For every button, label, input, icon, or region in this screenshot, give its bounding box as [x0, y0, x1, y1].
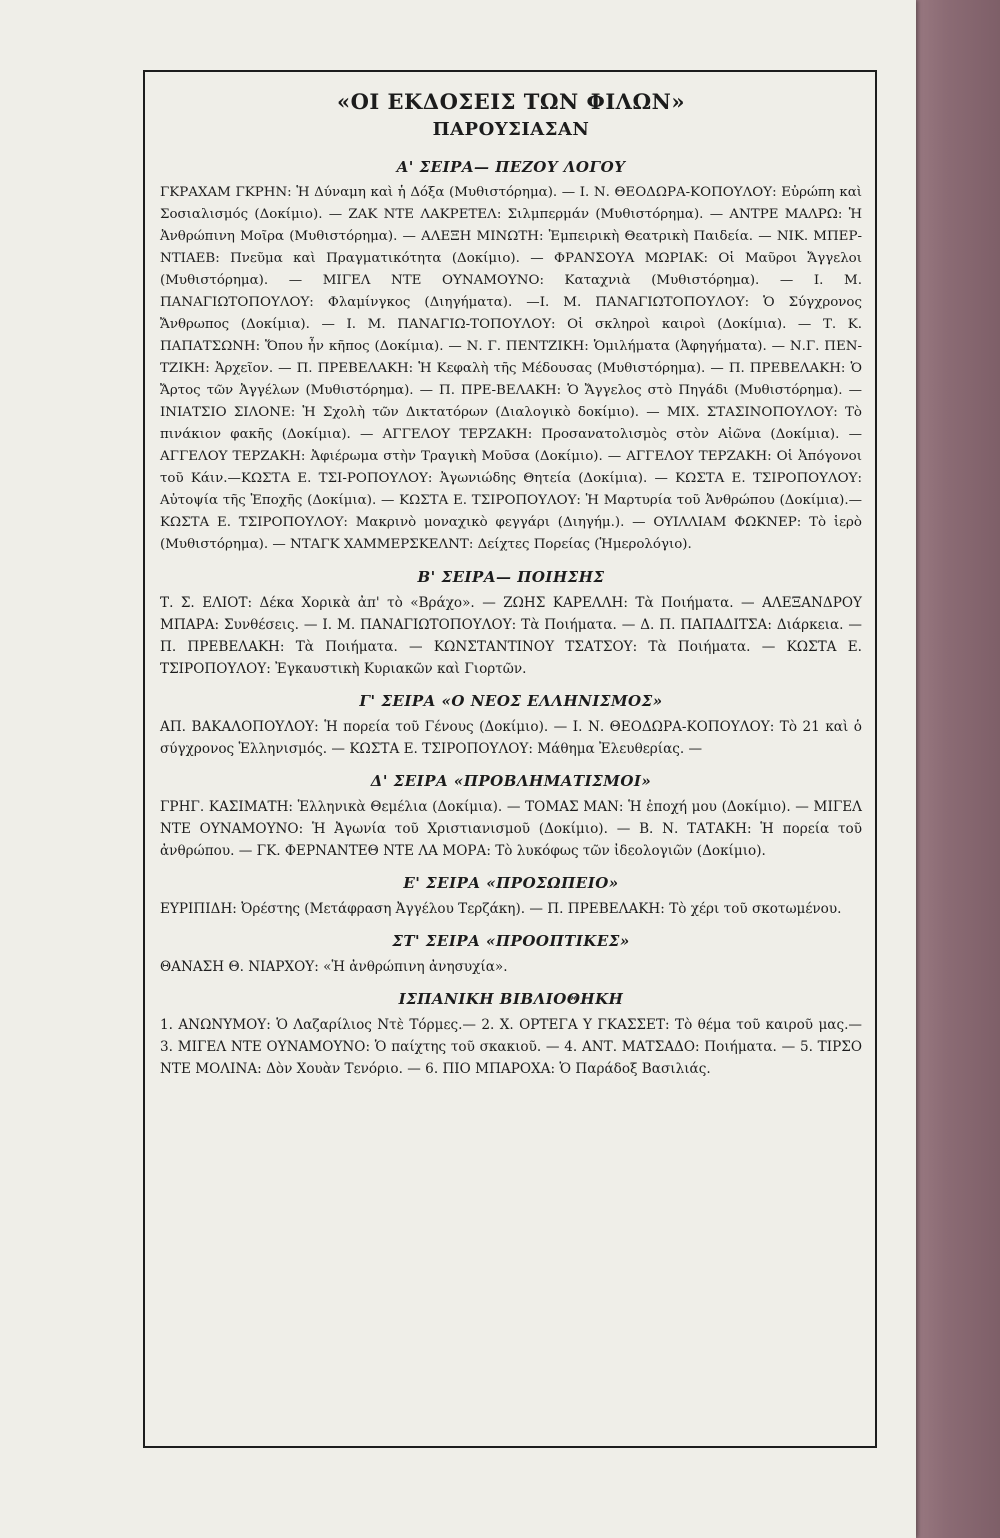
page-subtitle: ΠΑΡΟΥΣΙΑΣΑΝ [432, 119, 590, 140]
publisher-title: «ΟΙ ΕΚΔΟΣΕΙΣ ΤΩΝ ΦΙΛΩΝ» [337, 89, 685, 114]
page-content [160, 88, 862, 1080]
series-section-c [160, 690, 862, 760]
series-section-st [160, 930, 862, 978]
series-list-text: Τ. Σ. ΕΛΙΟΤ: Δέκα Χορικὰ ἀπ' τὸ «Βράχο». — ΖΩΗΣ ΚΑΡΕΛΛΗ: Τὰ Ποιήματα. — ΑΛΕΞΑΝΔΡΟΥ ΜΠΑΡΑ: Συνθέσεις. — Ι. Μ. ΠΑΝΑΓΙΩΤΟΠΟΥΛΟΥ: Τὰ Ποιήματα. — Δ. Π. ΠΑΠΑΔΙΤΣΑ: Διάρκεια. — Π. ΠΡΕΒΕΛΑΚΗ: Τὰ Ποιήματα. — ΚΩΝΣΤΑΝΤΙΝΟΥ ΤΣΑΤΣΟΥ: Τὰ Ποιήματα. — ΚΩΣΤΑ Ε. ΤΣΙΡΟΠΟΥΛΟΥ: Ἐγκαυστικὴ Κυριακῶν καὶ Γιορτῶν. [160, 595, 862, 677]
series-list-text: ΓΚΡΑΧΑΜ ΓΚΡΗΝ: Ἡ Δύναμη καὶ ἡ Δόξα (Μυθιστόρημα). — Ι. Ν. ΘΕΟΔΩΡΑ-ΚΟΠΟΥΛΟΥ: Εὐρώπη καὶ Σοσιαλισμός (Δοκίμιο). — ΖΑΚ ΝΤΕ ΛΑΚΡΕΤΕΛ: Σιλμπερμάν (Μυθιστόρημα). — ΑΝΤΡΕ ΜΑΛΡΩ: Ἡ Ἀνθρώπινη Μοῖρα (Μυθιστόρημα). — ΑΛΕΞΗ ΜΙΝΩΤΗ: Ἐμπειρικὴ Θεατρικὴ Παιδεία. — ΝΙΚ. ΜΠΕΡ-ΝΤΙΑΕΒ: Πνεῦμα καὶ Πραγματικότητα (Δοκίμιο). — ΦΡΑΝΣΟΥΑ ΜΩΡΙΑΚ: Οἱ Μαῦροι Ἄγγελοι (Μυθιστόρημα). — ΜΙΓΕΛ ΝΤΕ ΟΥΝΑΜΟΥΝΟ: Καταχνιὰ (Μυθιστόρημα). — Ι. Μ. ΠΑΝΑΓΙΩΤΟΠΟΥΛΟΥ: Φλαμίνγκος (Διηγήματα). —Ι. Μ. ΠΑΝΑΓΙΩΤΟΠΟΥΛΟΥ: Ὁ Σύγχρονος Ἄνθρωπος (Δοκίμια). — Ι. Μ. ΠΑΝΑΓΙΩ-ΤΟΠΟΥΛΟΥ: Οἱ σκληροὶ καιροὶ (Δοκίμια). — Τ. Κ. ΠΑΠΑΤΣΩΝΗ: Ὅπου ἦν κῆπος (Δοκίμια). — Ν. Γ. ΠΕΝΤΖΙΚΗ: Ὁμιλήματα (Ἀφηγήματα). — Ν.Γ. ΠΕΝ-ΤΖΙΚΗ: Ἀρχεῖον. — Π. ΠΡΕΒΕΛΑΚΗ: Ἡ Κεφαλὴ τῆς Μέδουσας (Μυθιστόρημα). — Π. ΠΡΕΒΕΛΑΚΗ: Ὁ Ἄρτος τῶν Ἀγγέλων (Μυθιστόρημα). — Π. ΠΡΕ-ΒΕΛΑΚΗ: Ὁ Ἄγγελος στὸ Πηγάδι (Μυθιστόρημα). — ΙΝΙΑΤΣΙΟ ΣΙΛΟΝΕ: Ἡ Σχολὴ τῶν Δικτατόρων (Διαλογικὸ δοκίμιο). — ΜΙΧ. ΣΤΑΣΙΝΟΠΟΥΛΟΥ: Τὸ πινάκιον φακῆς (Δοκίμια). — ΑΓΓΕΛΟΥ ΤΕΡΖΑΚΗ: Προσανατολισμὸς στὸν Αἰῶνα (Δοκίμια). — ΑΓΓΕΛΟΥ ΤΕΡΖΑΚΗ: Ἀφιέρωμα στὴν Τραγικὴ Μοῦσα (Δοκίμιο). — ΑΓΓΕΛΟΥ ΤΕΡΖΑΚΗ: Οἱ Ἀπόγονοι τοῦ Κάιν.—ΚΩΣΤΑ Ε. ΤΣΙ-ΡΟΠΟΥΛΟΥ: Ἀγωνιώδης Θητεία (Δοκίμια). — ΚΩΣΤΑ Ε. ΤΣΙΡΟΠΟΥΛΟΥ: Αὐτοψία τῆς Ἐποχῆς (Δοκίμια). — ΚΩΣΤΑ Ε. ΤΣΙΡΟΠΟΥΛΟΥ: Ἡ Μαρτυρία τοῦ Ἀνθρώπου (Δοκίμια).— ΚΩΣΤΑ Ε. ΤΣΙΡΟΠΟΥΛΟΥ: Μακρινὸ μοναχικὸ φεγγάρι (Διηγήμ.). — ΟΥΙΛΛΙΑΜ ΦΩΚΝΕΡ: Τὸ ἱερὸ (Μυθιστόρημα). — ΝΤΑΓΚ ΧΑΜΜΕΡΣΚΕΛΝΤ: Δείχτες Πορείας (Ἡμερολόγιο). [160, 185, 862, 552]
series-heading: Β' ΣΕΙΡΑ— ΠΟΙΗΣΗΣ [417, 568, 605, 586]
series-heading: Ε' ΣΕΙΡΑ «ΠΡΟΣΩΠΕΙΟ» [403, 874, 619, 892]
series-section-b [160, 566, 862, 680]
series-section-e [160, 872, 862, 920]
series-list-text: ΓΡΗΓ. ΚΑΣΙΜΑΤΗ: Ἑλληνικὰ Θεμέλια (Δοκίμια). — ΤΟΜΑΣ ΜΑΝ: Ἡ ἐποχή μου (Δοκίμιο). — ΜΙΓΕΛ ΝΤΕ ΟΥΝΑΜΟΥΝΟ: Ἡ Ἀγωνία τοῦ Χριστιανισμοῦ (Δοκίμιο). — Β. Ν. ΤΑΤΑΚΗ: Ἡ πορεία τοῦ ἀνθρώπου. — ΓΚ. ΦΕΡΝΑΝΤΕΘ ΝΤΕ ΛΑ ΜΟΡΑ: Τὸ λυκόφως τῶν ἰδεολογιῶν (Δοκίμιο). [160, 799, 862, 859]
series-list-text: 1. ΑΝΩΝΥΜΟΥ: Ὁ Λαζαρίλιος Ντὲ Τόρμες.— 2. Χ. ΟΡΤΕΓΑ Υ ΓΚΑΣΣΕΤ: Τὸ θέμα τοῦ καιροῦ μας.— 3. ΜΙΓΕΛ ΝΤΕ ΟΥΝΑΜΟΥΝΟ: Ὁ παίχτης τοῦ σκακιοῦ. — 4. ΑΝΤ. ΜΑΤΣΑΔΟ: Ποιήματα. — 5. ΤΙΡΣΟ ΝΤΕ ΜΟΛΙΝΑ: Δὸν Χουὰν Τενόριο. — 6. ΠΙΟ ΜΠΑΡΟΧΑ: Ὁ Παράδοξ Βασιλιάς. [160, 1017, 862, 1077]
series-heading: ΣΤ' ΣΕΙΡΑ «ΠΡΟΟΠΤΙΚΕΣ» [392, 932, 630, 950]
series-section-d [160, 770, 862, 862]
series-section-a [160, 156, 862, 556]
series-heading: Α' ΣΕΙΡΑ— ΠΕΖΟΥ ΛΟΓΟΥ [396, 158, 626, 176]
series-heading: Γ' ΣΕΙΡΑ «Ο ΝΕΟΣ ΕΛΛΗΝΙΣΜΟΣ» [359, 692, 663, 710]
series-list-text: ΕΥΡΙΠΙΔΗ: Ὀρέστης (Μετάφραση Ἀγγέλου Τερζάκη). — Π. ΠΡΕΒΕΛΑΚΗ: Τὸ χέρι τοῦ σκοτωμένου. [160, 901, 842, 917]
series-list-text: ΑΠ. ΒΑΚΑΛΟΠΟΥΛΟΥ: Ἡ πορεία τοῦ Γένους (Δοκίμιο). — Ι. Ν. ΘΕΟΔΩΡΑ-ΚΟΠΟΥΛΟΥ: Τὸ 21 καὶ ὁ σύγχρονος Ἑλληνισμός. — ΚΩΣΤΑ Ε. ΤΣΙΡΟΠΟΥΛΟΥ: Μάθημα Ἐλευθερίας. — [160, 719, 862, 757]
series-section-spanish-library [160, 988, 862, 1080]
series-heading: ΙΣΠΑΝΙΚΗ ΒΙΒΛΙΟΘΗΚΗ [398, 990, 624, 1008]
series-list-text: ΘΑΝΑΣΗ Θ. ΝΙΑΡΧΟΥ: «Ἡ ἀνθρώπινη ἀνησυχία». [160, 959, 508, 975]
series-heading: Δ' ΣΕΙΡΑ «ΠΡΟΒΛΗΜΑΤΙΣΜΟΙ» [370, 772, 652, 790]
book-spine-edge [912, 0, 1000, 1538]
